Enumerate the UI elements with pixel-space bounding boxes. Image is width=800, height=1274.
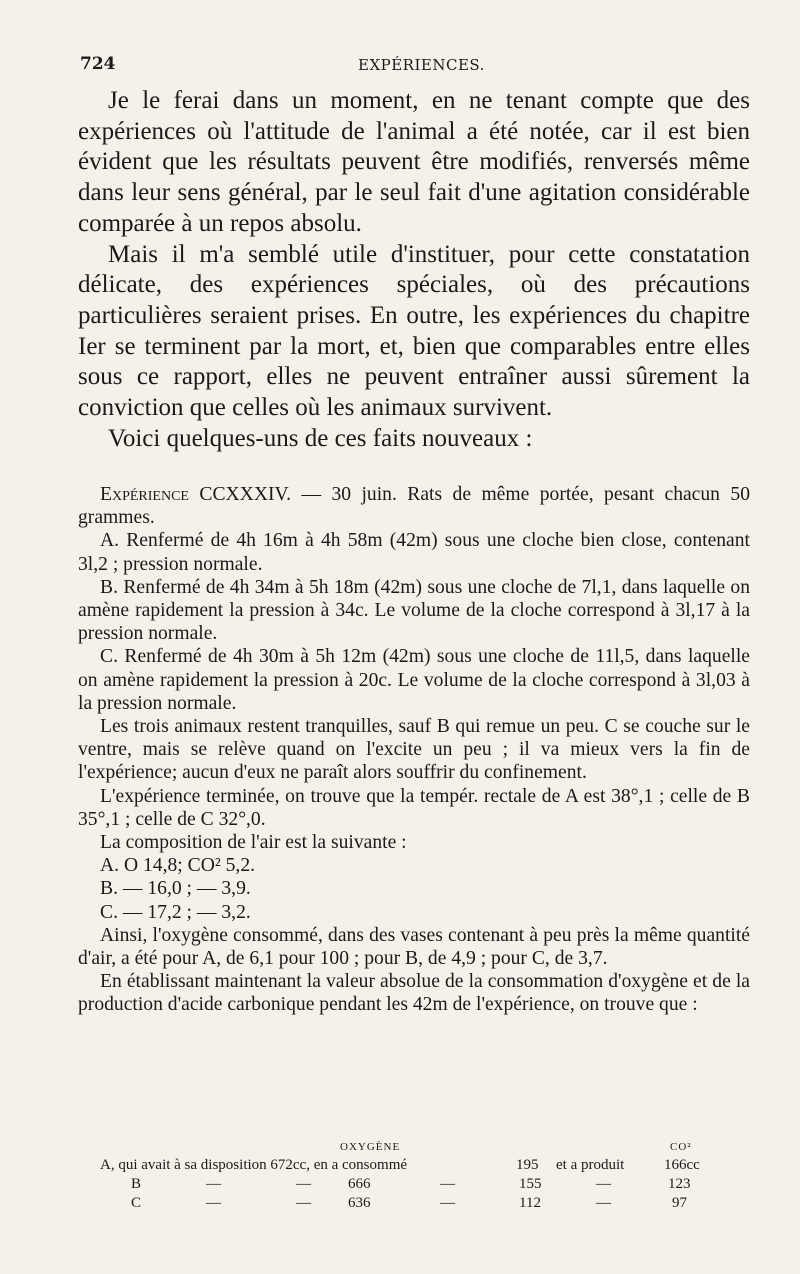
composition-line: A. O 14,8; CO² 5,2. — [100, 855, 256, 877]
page-number: 724 — [80, 54, 116, 74]
co2-value: 97 — [672, 1195, 687, 1211]
oxygen-value: 195 — [516, 1157, 539, 1173]
ditto-mark: — — [206, 1195, 221, 1211]
table-row — [78, 1157, 750, 1176]
composition-line: C. — 17,2 ; — 3,2. — [100, 901, 251, 923]
co2-column-header: CO² — [670, 1141, 692, 1153]
composition-line: B. — 16,0 ; — 3,9. — [100, 878, 251, 900]
paragraph: Je le ferai dans un moment, en ne tenant compte que des expériences où l'attitude de l'animal a été notée, car il est bien évident que les résultats peuvent être modifiés, renversés même dans leur sens général, par le seul fait d'une agitation considérable comparée à un repos absolu. — [78, 87, 750, 237]
oxygen-column-header: OXYGÈNE — [340, 1141, 401, 1153]
ditto-mark: — — [440, 1176, 455, 1192]
oxygen-value: 112 — [519, 1195, 541, 1211]
experiment-paragraph: B. Renfermé de 4h 34m à 5h 18m (42m) sous une cloche de 7l,1, dans laquelle on amène rapidement la pression à 34c. Le volume de la cloche correspond à 3l,17 à la pression normale. — [78, 576, 750, 645]
ditto-mark: — — [296, 1176, 311, 1192]
ditto-mark: — — [596, 1176, 611, 1192]
table-row — [78, 1195, 750, 1214]
experiment-label: Expérience — [100, 484, 189, 505]
row-mid-text: et a produit — [556, 1157, 625, 1173]
paragraph: Voici quelques-uns de ces faits nouveaux : — [108, 424, 533, 452]
co2-value: 123 — [668, 1176, 691, 1192]
running-title: EXPÉRIENCES. — [358, 56, 485, 74]
experiment-heading — [78, 483, 750, 529]
experiment-head-text: CCXXXIV. — 30 juin. Rats de même portée, pesant chacun 50 grammes. — [78, 484, 750, 529]
available-value: 636 — [348, 1195, 371, 1211]
experiment-paragraph: Les trois animaux restent tranquilles, sauf B qui remue un peu. C se couche sur le ventre, mais se relève quand on l'excite un peu ; il va mieux vers la fin de l'expérience; aucun d'eux ne paraît alors souffrir du confinement. — [78, 716, 750, 784]
ditto-mark: — — [440, 1195, 455, 1211]
row-label: A, qui avait à sa disposition 672cc, en a consommé — [100, 1157, 408, 1173]
row-label: B — [131, 1176, 142, 1192]
experiment-paragraph: En établissant maintenant la valeur absolue de la consommation d'oxygène et de la production d'acide carbonique pendant les 42m de l'expérience, on trouve que : — [78, 971, 750, 1016]
table-header-row — [78, 1138, 750, 1157]
available-value: 666 — [348, 1176, 371, 1192]
paragraph: Mais il m'a semblé utile d'instituer, pour cette constatation délicate, des expériences spéciales, où des précautions particulières seraient prises. En outre, les expériences du chapitre Ier se terminent par la mort, et, bien que comparables entre elles sous ce rapport, elles ne peuvent entraîner aussi sûrement la conviction que celles où les animaux survivent. — [78, 240, 750, 422]
ditto-mark: — — [206, 1176, 221, 1192]
co2-value: 166cc — [664, 1157, 700, 1173]
experiment-paragraph: L'expérience terminée, on trouve que la tempér. rectale de A est 38°,1 ; celle de B 35°,1 ; celle de C 32°,0. — [78, 785, 750, 830]
results-table — [78, 1138, 750, 1214]
ditto-mark: — — [596, 1195, 611, 1211]
experiment-paragraph: Ainsi, l'oxygène consommé, dans des vases contenant à peu près la même quantité d'air, a été pour A, de 6,1 pour 100 ; pour B, de 4,9 ; pour C, de 3,7. — [78, 924, 750, 970]
page-header — [80, 54, 750, 78]
table-row — [78, 1176, 750, 1195]
row-label: C — [131, 1195, 142, 1211]
experiment-paragraph: La composition de l'air est la suivante : — [100, 832, 407, 854]
ditto-mark: — — [296, 1195, 311, 1211]
experiment-block — [78, 483, 750, 1017]
experiment-paragraph: C. Renfermé de 4h 30m à 5h 12m (42m) sous une cloche de 11l,5, dans laquelle on amène rapidement la pression à 20c. Le volume de la cloche correspond à 3l,03 à la pression normale. — [78, 646, 750, 714]
main-text — [78, 86, 750, 454]
experiment-paragraph: A. Renfermé de 4h 16m à 4h 58m (42m) sous une cloche bien close, contenant 3l,2 ; pression normale. — [78, 530, 750, 575]
oxygen-value: 155 — [519, 1176, 542, 1192]
